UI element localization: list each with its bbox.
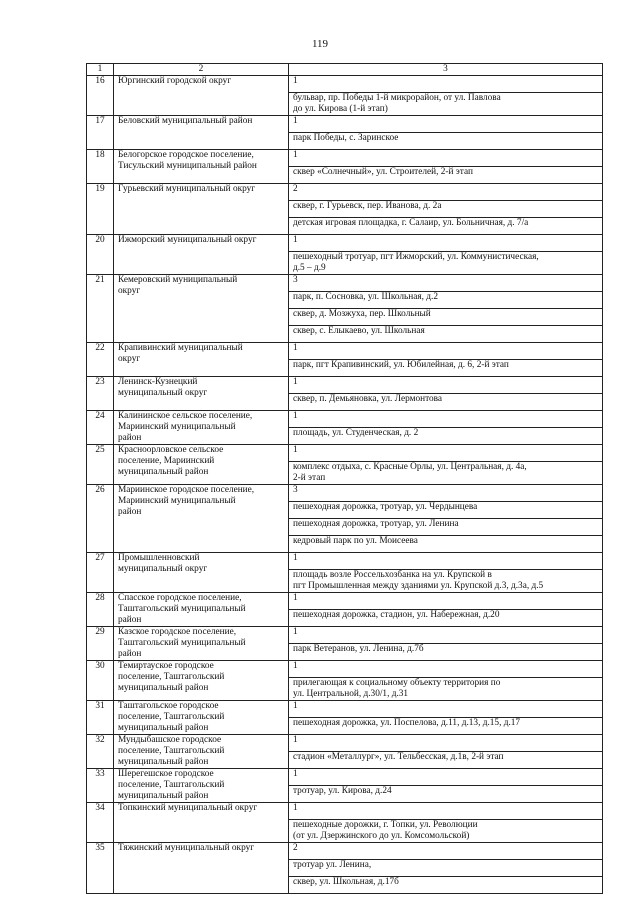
object-description: сквер, с. Елыкаево, ул. Школьная bbox=[289, 326, 603, 343]
table-row bbox=[87, 485, 603, 502]
object-count: 1 bbox=[289, 116, 603, 133]
object-description: парк Ветеранов, ул. Ленина, д.7б bbox=[289, 644, 603, 661]
object-count: 1 bbox=[289, 411, 603, 428]
object-description: тротуар ул. Ленина, bbox=[289, 860, 603, 877]
object-description: кедровый парк по ул. Моисеева bbox=[289, 536, 603, 553]
row-number: 19 bbox=[87, 184, 114, 235]
table-row bbox=[87, 803, 603, 820]
row-number: 30 bbox=[87, 661, 114, 701]
object-description: пешеходная дорожка, тротуар, ул. Ленина bbox=[289, 519, 603, 536]
object-description: пешеходный тротуар, пгт Ижморский, ул. Коммунистическая, д.5 – д.9 bbox=[289, 252, 603, 275]
object-description: площадь, ул. Студенческая, д. 2 bbox=[289, 428, 603, 445]
table-row bbox=[87, 843, 603, 860]
row-number: 20 bbox=[87, 235, 114, 275]
table-row bbox=[87, 769, 603, 786]
table-row bbox=[87, 343, 603, 360]
row-number: 34 bbox=[87, 803, 114, 843]
district-name: Кемеровский муниципальный округ bbox=[114, 275, 289, 343]
district-name: Мариинское городское поселение, Мариинский муниципальный район bbox=[114, 485, 289, 553]
row-number: 18 bbox=[87, 150, 114, 184]
table-row bbox=[87, 184, 603, 201]
table-row bbox=[87, 116, 603, 133]
object-count: 1 bbox=[289, 701, 603, 718]
object-description: пешеходная дорожка, тротуар, ул. Чердынцева bbox=[289, 502, 603, 519]
object-count: 1 bbox=[289, 343, 603, 360]
header-col-1: 1 bbox=[87, 64, 114, 76]
object-count: 2 bbox=[289, 184, 603, 201]
table-row bbox=[87, 553, 603, 570]
table-row bbox=[87, 150, 603, 167]
district-name: Ленинск-Кузнецкий муниципальный округ bbox=[114, 377, 289, 411]
header-row bbox=[87, 64, 603, 76]
district-name: Промышленновский муниципальный округ bbox=[114, 553, 289, 593]
table-row bbox=[87, 76, 603, 93]
object-description: сквер, г. Гурьевск, пер. Иванова, д. 2а bbox=[289, 201, 603, 218]
row-number: 27 bbox=[87, 553, 114, 593]
object-count: 1 bbox=[289, 553, 603, 570]
district-name: Гурьевский муниципальный округ bbox=[114, 184, 289, 235]
district-name: Беловский муниципальный район bbox=[114, 116, 289, 150]
object-description: детская игровая площадка, г. Салаир, ул. Больничная, д. 7/а bbox=[289, 218, 603, 235]
object-description: комплекс отдыха, с. Красные Орлы, ул. Центральная, д. 4а, 2-й этап bbox=[289, 462, 603, 485]
table-row bbox=[87, 627, 603, 644]
row-number: 22 bbox=[87, 343, 114, 377]
object-count: 1 bbox=[289, 735, 603, 752]
object-count: 1 bbox=[289, 377, 603, 394]
district-name: Шерегешское городское поселение, Таштагольский муниципальный район bbox=[114, 769, 289, 803]
row-number: 24 bbox=[87, 411, 114, 445]
object-count: 2 bbox=[289, 843, 603, 860]
table-row bbox=[87, 735, 603, 752]
object-count: 1 bbox=[289, 593, 603, 610]
header-col-3: 3 bbox=[289, 64, 603, 76]
object-description: площадь возле Россельхозбанка на ул. Крупской в пгт Промышленная между зданиями ул. Крупской д.3, д.3а, д.5 bbox=[289, 570, 603, 593]
row-number: 25 bbox=[87, 445, 114, 485]
header-col-2: 2 bbox=[114, 64, 289, 76]
row-number: 17 bbox=[87, 116, 114, 150]
table-row bbox=[87, 701, 603, 718]
object-description: пешеходная дорожка, стадион, ул. Набережная, д.20 bbox=[289, 610, 603, 627]
object-description: сквер, п. Демьяновка, ул. Лермонтова bbox=[289, 394, 603, 411]
table-row bbox=[87, 275, 603, 292]
objects-table bbox=[86, 63, 603, 894]
page-number: 119 bbox=[311, 38, 329, 50]
row-number: 16 bbox=[87, 76, 114, 116]
row-number: 26 bbox=[87, 485, 114, 553]
object-count: 1 bbox=[289, 803, 603, 820]
table-row bbox=[87, 661, 603, 678]
table-row bbox=[87, 377, 603, 394]
object-count: 3 bbox=[289, 275, 603, 292]
district-name: Белогорское городское поселение, Тисульский муниципальный район bbox=[114, 150, 289, 184]
table-row bbox=[87, 593, 603, 610]
district-name: Казское городское поселение, Таштагольский муниципальный район bbox=[114, 627, 289, 661]
row-number: 28 bbox=[87, 593, 114, 627]
table-row bbox=[87, 445, 603, 462]
table-row bbox=[87, 235, 603, 252]
district-name: Таштагольское городское поселение, Таштагольский муниципальный район bbox=[114, 701, 289, 735]
district-name: Крапивинский муниципальный округ bbox=[114, 343, 289, 377]
object-count: 1 bbox=[289, 445, 603, 462]
row-number: 31 bbox=[87, 701, 114, 735]
district-name: Темиртауское городское поселение, Таштагольский муниципальный район bbox=[114, 661, 289, 701]
district-name: Ижморский муниципальный округ bbox=[114, 235, 289, 275]
object-count: 3 bbox=[289, 485, 603, 502]
row-number: 23 bbox=[87, 377, 114, 411]
object-description: сквер, д. Мозжуха, пер. Школьный bbox=[289, 309, 603, 326]
district-name: Мундыбашское городское поселение, Таштагольский муниципальный район bbox=[114, 735, 289, 769]
object-description: сквер «Солнечный», ул. Строителей, 2-й этап bbox=[289, 167, 603, 184]
district-name: Тяжинский муниципальный округ bbox=[114, 843, 289, 894]
district-name: Калининское сельское поселение, Мариинский муниципальный район bbox=[114, 411, 289, 445]
object-description: парк Победы, с. Заринское bbox=[289, 133, 603, 150]
object-count: 1 bbox=[289, 769, 603, 786]
object-description: прилегающая к социальному объекту территория по ул. Центральной, д.30/1, д.31 bbox=[289, 678, 603, 701]
object-description: бульвар, пр. Победы 1-й микрорайон, от ул. Павлова до ул. Кирова (1-й этап) bbox=[289, 93, 603, 116]
row-number: 21 bbox=[87, 275, 114, 343]
object-count: 1 bbox=[289, 235, 603, 252]
row-number: 29 bbox=[87, 627, 114, 661]
district-name: Красноорловское сельское поселение, Мариинский муниципальный район bbox=[114, 445, 289, 485]
object-description: стадион «Металлург», ул. Тельбесская, д.1в, 2-й этап bbox=[289, 752, 603, 769]
district-name: Спасское городское поселение, Таштагольский муниципальный район bbox=[114, 593, 289, 627]
object-count: 1 bbox=[289, 76, 603, 93]
object-count: 1 bbox=[289, 150, 603, 167]
object-description: сквер, ул. Школьная, д.17б bbox=[289, 877, 603, 894]
object-description: пешеходные дорожки, г. Топки, ул. Революции (от ул. Дзержинского до ул. Комсомольской) bbox=[289, 820, 603, 843]
object-description: парк, п. Сосновка, ул. Школьная, д.2 bbox=[289, 292, 603, 309]
district-name: Топкинский муниципальный округ bbox=[114, 803, 289, 843]
object-count: 1 bbox=[289, 627, 603, 644]
table-row bbox=[87, 411, 603, 428]
object-description: тротуар, ул. Кирова, д.24 bbox=[289, 786, 603, 803]
district-name: Юргинский городской округ bbox=[114, 76, 289, 116]
row-number: 33 bbox=[87, 769, 114, 803]
object-description: парк, пгт Крапивинский, ул. Юбилейная, д. 6, 2-й этап bbox=[289, 360, 603, 377]
object-description: пешеходная дорожка, ул. Поспелова, д.11, д.13, д.15, д.17 bbox=[289, 718, 603, 735]
row-number: 35 bbox=[87, 843, 114, 894]
object-count: 1 bbox=[289, 661, 603, 678]
row-number: 32 bbox=[87, 735, 114, 769]
